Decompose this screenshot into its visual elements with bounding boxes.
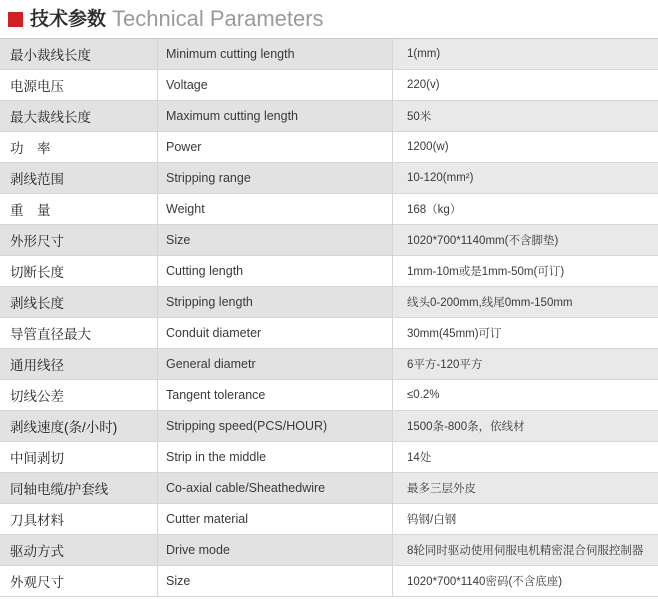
param-value: 1020*700*1140mm(不含脚垫) xyxy=(393,225,658,255)
param-value: ≤0.2% xyxy=(407,389,440,401)
param-name-cn: 外形尺寸 xyxy=(0,225,158,255)
param-value: 1(mm) xyxy=(393,39,658,69)
param-name-cn: 导管直径最大 xyxy=(0,318,158,348)
param-name-cn: 功 率 xyxy=(0,132,158,162)
param-name-en: Cutting length xyxy=(158,256,393,286)
param-name-cn: 通用线径 xyxy=(0,349,158,379)
param-name-cn: 最大裁线长度 xyxy=(0,101,158,131)
param-name-en: Voltage xyxy=(158,70,393,100)
param-name-en: Minimum cutting length xyxy=(158,39,393,69)
param-name-en: Weight xyxy=(158,194,393,224)
param-value: 1mm-10m或是1mm-50m(可订) xyxy=(407,266,565,278)
param-name-en: Power xyxy=(158,132,393,162)
param-name-cn: 驱动方式 xyxy=(0,535,158,565)
table-row xyxy=(0,535,658,566)
table-row xyxy=(0,194,658,225)
param-value: 10-120(mm²) xyxy=(393,163,658,193)
param-name-en: Cutter material xyxy=(158,504,393,534)
param-name-cn: 剥线速度(条/小时) xyxy=(0,411,158,441)
param-name-cn: 刀具材料 xyxy=(0,504,158,534)
param-name-en: Size xyxy=(158,566,393,596)
table-row xyxy=(0,349,658,380)
param-name-cn: 电源电压 xyxy=(0,70,158,100)
param-value: 50米 xyxy=(393,101,658,131)
page-title-en: Technical Parameters xyxy=(112,6,324,31)
param-name-cn: 外观尺寸 xyxy=(0,566,158,596)
param-value: 220(v) xyxy=(407,79,440,91)
param-value: 钨钢/白钢 xyxy=(407,514,457,526)
page-header xyxy=(0,0,658,38)
param-value: 1500条-800条，依线材 xyxy=(393,411,658,441)
table-row xyxy=(0,287,658,318)
table-row xyxy=(0,256,658,287)
param-name-cn: 切断长度 xyxy=(0,256,158,286)
red-square-icon xyxy=(8,12,23,27)
param-name-en: Tangent tolerance xyxy=(158,380,393,410)
param-name-cn: 重 量 xyxy=(0,194,158,224)
param-value: 最多三层外皮 xyxy=(393,473,658,503)
param-value: 14处 xyxy=(407,452,432,464)
param-value: 1020*700*1140密码(不含底座) xyxy=(407,576,563,588)
table-row xyxy=(0,39,658,70)
param-value: 线头0-200mm,线尾0mm-150mm xyxy=(393,287,658,317)
page-title-cn: 技术参数 xyxy=(30,8,107,30)
param-name-en: Strip in the middle xyxy=(158,442,393,472)
parameters-table xyxy=(0,38,658,597)
param-value: 30mm(45mm)可订 xyxy=(407,328,502,340)
table-row xyxy=(0,318,658,349)
param-name-cn: 中间剥切 xyxy=(0,442,158,472)
param-name-en: Stripping range xyxy=(158,163,393,193)
param-name-en: Stripping speed(PCS/HOUR) xyxy=(158,411,393,441)
param-name-cn: 同轴电缆/护套线 xyxy=(0,473,158,503)
table-row xyxy=(0,163,658,194)
table-row xyxy=(0,70,658,101)
param-name-cn: 剥线范围 xyxy=(0,163,158,193)
param-name-en: Conduit diameter xyxy=(158,318,393,348)
param-value: 8轮同时驱动使用伺服电机精密混合伺服控制器 xyxy=(393,535,658,565)
param-name-cn: 剥线长度 xyxy=(0,287,158,317)
param-name-cn: 最小裁线长度 xyxy=(0,39,158,69)
table-row xyxy=(0,442,658,473)
param-name-en: Co-axial cable/Sheathedwire xyxy=(158,473,393,503)
param-value: 168（kg） xyxy=(407,204,462,216)
table-row xyxy=(0,473,658,504)
param-name-en: General diametr xyxy=(158,349,393,379)
param-name-en: Stripping length xyxy=(158,287,393,317)
table-row xyxy=(0,225,658,256)
table-row xyxy=(0,411,658,442)
table-row xyxy=(0,380,658,411)
param-name-en: Drive mode xyxy=(158,535,393,565)
param-name-en: Maximum cutting length xyxy=(158,101,393,131)
table-row xyxy=(0,101,658,132)
table-row xyxy=(0,566,658,597)
param-name-cn: 切线公差 xyxy=(0,380,158,410)
table-row xyxy=(0,504,658,535)
param-name-en: Size xyxy=(158,225,393,255)
table-row xyxy=(0,132,658,163)
param-value: 1200(w) xyxy=(407,141,449,153)
param-value: 6平方-120平方 xyxy=(393,349,658,379)
